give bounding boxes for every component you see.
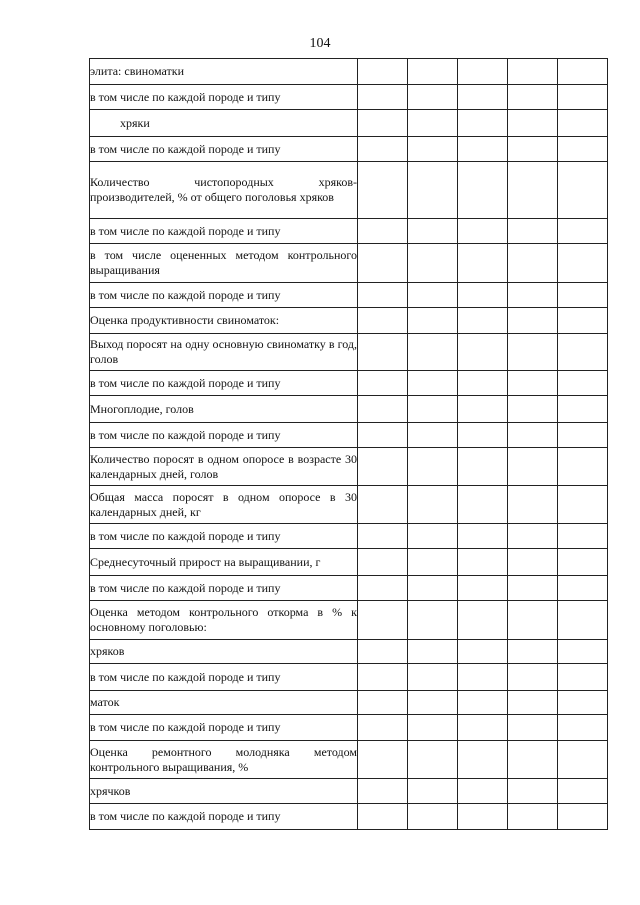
row-label: хряков (90, 640, 358, 664)
value-cell[interactable] (558, 804, 608, 830)
row-label: в том числе по каждой породе и типу (90, 664, 358, 691)
table-row (90, 524, 608, 549)
page-number: 104 (309, 36, 331, 51)
value-cell[interactable] (408, 715, 458, 741)
value-cell[interactable] (458, 137, 508, 162)
value-cell[interactable] (408, 524, 458, 549)
value-cell[interactable] (458, 59, 508, 85)
value-cell[interactable] (358, 524, 408, 549)
table-row (90, 85, 608, 110)
value-cell[interactable] (458, 283, 508, 308)
value-cell[interactable] (358, 371, 408, 396)
value-cell[interactable] (508, 715, 558, 741)
value-cell[interactable] (508, 396, 558, 423)
table-row (90, 423, 608, 448)
row-label: в том числе по каждой породе и типу (90, 85, 358, 110)
value-cell[interactable] (458, 448, 508, 486)
table-row (90, 283, 608, 308)
row-label: Выход поросят на одну основную свиноматку в год, голов (90, 334, 358, 371)
value-cell[interactable] (358, 691, 408, 715)
table-row (90, 691, 608, 715)
row-label: Многоплодие, голов (90, 396, 358, 423)
value-cell[interactable] (508, 219, 558, 244)
value-cell[interactable] (458, 423, 508, 448)
value-cell[interactable] (508, 664, 558, 691)
value-cell[interactable] (508, 601, 558, 640)
value-cell[interactable] (408, 137, 458, 162)
row-label: элита: свиноматки (90, 59, 358, 85)
value-cell[interactable] (358, 110, 408, 137)
value-cell[interactable] (558, 308, 608, 334)
value-cell[interactable] (358, 576, 408, 601)
value-cell[interactable] (408, 371, 458, 396)
value-cell[interactable] (558, 371, 608, 396)
table-row (90, 640, 608, 664)
value-cell[interactable] (558, 110, 608, 137)
value-cell[interactable] (408, 283, 458, 308)
value-cell[interactable] (408, 741, 458, 779)
value-cell[interactable] (408, 244, 458, 283)
table-row (90, 219, 608, 244)
row-label: в том числе по каждой породе и типу (90, 371, 358, 396)
table-row (90, 549, 608, 576)
row-label: Среднесуточный прирост на выращивании, г (90, 549, 358, 576)
value-cell[interactable] (458, 524, 508, 549)
value-cell[interactable] (558, 396, 608, 423)
value-cell[interactable] (358, 640, 408, 664)
value-cell[interactable] (408, 691, 458, 715)
value-cell[interactable] (558, 85, 608, 110)
value-cell[interactable] (408, 576, 458, 601)
row-label: Общая масса поросят в одном опоросе в 30 календарных дней, кг (90, 486, 358, 524)
table-row (90, 334, 608, 371)
table-row (90, 110, 608, 137)
value-cell[interactable] (458, 715, 508, 741)
value-cell[interactable] (408, 779, 458, 804)
table-row (90, 486, 608, 524)
value-cell[interactable] (558, 219, 608, 244)
value-cell[interactable] (458, 110, 508, 137)
value-cell[interactable] (558, 448, 608, 486)
value-cell[interactable] (508, 110, 558, 137)
value-cell[interactable] (508, 549, 558, 576)
value-cell[interactable] (508, 640, 558, 664)
table-row (90, 664, 608, 691)
value-cell[interactable] (558, 423, 608, 448)
value-cell[interactable] (558, 137, 608, 162)
value-cell[interactable] (458, 371, 508, 396)
value-cell[interactable] (408, 804, 458, 830)
value-cell[interactable] (358, 448, 408, 486)
value-cell[interactable] (508, 448, 558, 486)
value-cell[interactable] (508, 576, 558, 601)
value-cell[interactable] (458, 334, 508, 371)
value-cell[interactable] (558, 576, 608, 601)
value-cell[interactable] (408, 601, 458, 640)
value-cell[interactable] (358, 804, 408, 830)
value-cell[interactable] (458, 162, 508, 219)
table-row (90, 448, 608, 486)
value-cell[interactable] (508, 524, 558, 549)
row-label: хряки (90, 110, 358, 137)
value-cell[interactable] (558, 549, 608, 576)
value-cell[interactable] (358, 244, 408, 283)
value-cell[interactable] (508, 741, 558, 779)
value-cell[interactable] (558, 779, 608, 804)
value-cell[interactable] (408, 334, 458, 371)
table-row (90, 779, 608, 804)
value-cell[interactable] (508, 486, 558, 524)
value-cell[interactable] (408, 308, 458, 334)
value-cell[interactable] (358, 741, 408, 779)
value-cell[interactable] (458, 640, 508, 664)
value-cell[interactable] (408, 396, 458, 423)
value-cell[interactable] (508, 423, 558, 448)
row-label: маток (90, 691, 358, 715)
value-cell[interactable] (458, 244, 508, 283)
value-cell[interactable] (558, 691, 608, 715)
value-cell[interactable] (508, 308, 558, 334)
value-cell[interactable] (358, 549, 408, 576)
value-cell[interactable] (508, 162, 558, 219)
value-cell[interactable] (408, 549, 458, 576)
value-cell[interactable] (558, 664, 608, 691)
value-cell[interactable] (458, 549, 508, 576)
value-cell[interactable] (358, 283, 408, 308)
value-cell[interactable] (408, 59, 458, 85)
value-cell[interactable] (458, 664, 508, 691)
value-cell[interactable] (508, 283, 558, 308)
value-cell[interactable] (408, 162, 458, 219)
value-cell[interactable] (458, 804, 508, 830)
table-row (90, 137, 608, 162)
value-cell[interactable] (458, 486, 508, 524)
value-cell[interactable] (508, 691, 558, 715)
value-cell[interactable] (408, 423, 458, 448)
table-row (90, 396, 608, 423)
value-cell[interactable] (358, 779, 408, 804)
table-row (90, 601, 608, 640)
value-cell[interactable] (458, 779, 508, 804)
row-label: в том числе оцененных методом контрольного выращивания (90, 244, 358, 283)
table-row (90, 162, 608, 219)
value-cell[interactable] (358, 308, 408, 334)
value-cell[interactable] (508, 59, 558, 85)
row-label: в том числе по каждой породе и типу (90, 137, 358, 162)
value-cell[interactable] (508, 244, 558, 283)
table-row (90, 804, 608, 830)
row-label: в том числе по каждой породе и типу (90, 576, 358, 601)
value-cell[interactable] (558, 486, 608, 524)
value-cell[interactable] (458, 219, 508, 244)
row-label: в том числе по каждой породе и типу (90, 804, 358, 830)
value-cell[interactable] (408, 110, 458, 137)
value-cell[interactable] (358, 59, 408, 85)
value-cell[interactable] (358, 162, 408, 219)
value-cell[interactable] (458, 741, 508, 779)
row-label: в том числе по каждой породе и типу (90, 423, 358, 448)
table-row (90, 244, 608, 283)
value-cell[interactable] (558, 334, 608, 371)
row-label: в том числе по каждой породе и типу (90, 219, 358, 244)
value-cell[interactable] (458, 576, 508, 601)
value-cell[interactable] (358, 219, 408, 244)
value-cell[interactable] (508, 85, 558, 110)
row-label: в том числе по каждой породе и типу (90, 715, 358, 741)
value-cell[interactable] (408, 664, 458, 691)
value-cell[interactable] (358, 85, 408, 110)
value-cell[interactable] (558, 640, 608, 664)
value-cell[interactable] (558, 283, 608, 308)
value-cell[interactable] (508, 137, 558, 162)
value-cell[interactable] (458, 308, 508, 334)
row-label: Оценка продуктивности свиноматок: (90, 308, 358, 334)
value-cell[interactable] (358, 423, 408, 448)
value-cell[interactable] (358, 664, 408, 691)
value-cell[interactable] (458, 85, 508, 110)
value-cell[interactable] (508, 334, 558, 371)
row-label: хрячков (90, 779, 358, 804)
table-row (90, 576, 608, 601)
value-cell[interactable] (358, 396, 408, 423)
table-row (90, 308, 608, 334)
value-cell[interactable] (558, 524, 608, 549)
row-label: Оценка ремонтного молодняка методом контрольного выращивания, % (90, 741, 358, 779)
row-label: в том числе по каждой породе и типу (90, 524, 358, 549)
value-cell[interactable] (458, 691, 508, 715)
table-row (90, 59, 608, 85)
value-cell[interactable] (508, 779, 558, 804)
value-cell[interactable] (358, 334, 408, 371)
value-cell[interactable] (408, 85, 458, 110)
value-cell[interactable] (558, 741, 608, 779)
row-label: Количество чистопородных хряков-производителей, % от общего поголовья хряков (90, 162, 358, 219)
value-cell[interactable] (458, 396, 508, 423)
value-cell[interactable] (358, 715, 408, 741)
table-row (90, 741, 608, 779)
table-row (90, 371, 608, 396)
value-cell[interactable] (408, 486, 458, 524)
value-cell[interactable] (558, 244, 608, 283)
indicator-table (89, 58, 608, 830)
value-cell[interactable] (358, 137, 408, 162)
row-label: в том числе по каждой породе и типу (90, 283, 358, 308)
value-cell[interactable] (408, 640, 458, 664)
value-cell[interactable] (508, 804, 558, 830)
value-cell[interactable] (558, 59, 608, 85)
row-label: Оценка методом контрольного откорма в % к основному поголовью: (90, 601, 358, 640)
value-cell[interactable] (458, 601, 508, 640)
value-cell[interactable] (358, 486, 408, 524)
value-cell[interactable] (558, 601, 608, 640)
value-cell[interactable] (408, 219, 458, 244)
value-cell[interactable] (508, 371, 558, 396)
value-cell[interactable] (558, 162, 608, 219)
row-label: Количество поросят в одном опоросе в возрасте 30 календарных дней, голов (90, 448, 358, 486)
value-cell[interactable] (558, 715, 608, 741)
value-cell[interactable] (358, 601, 408, 640)
table-row (90, 715, 608, 741)
value-cell[interactable] (408, 448, 458, 486)
